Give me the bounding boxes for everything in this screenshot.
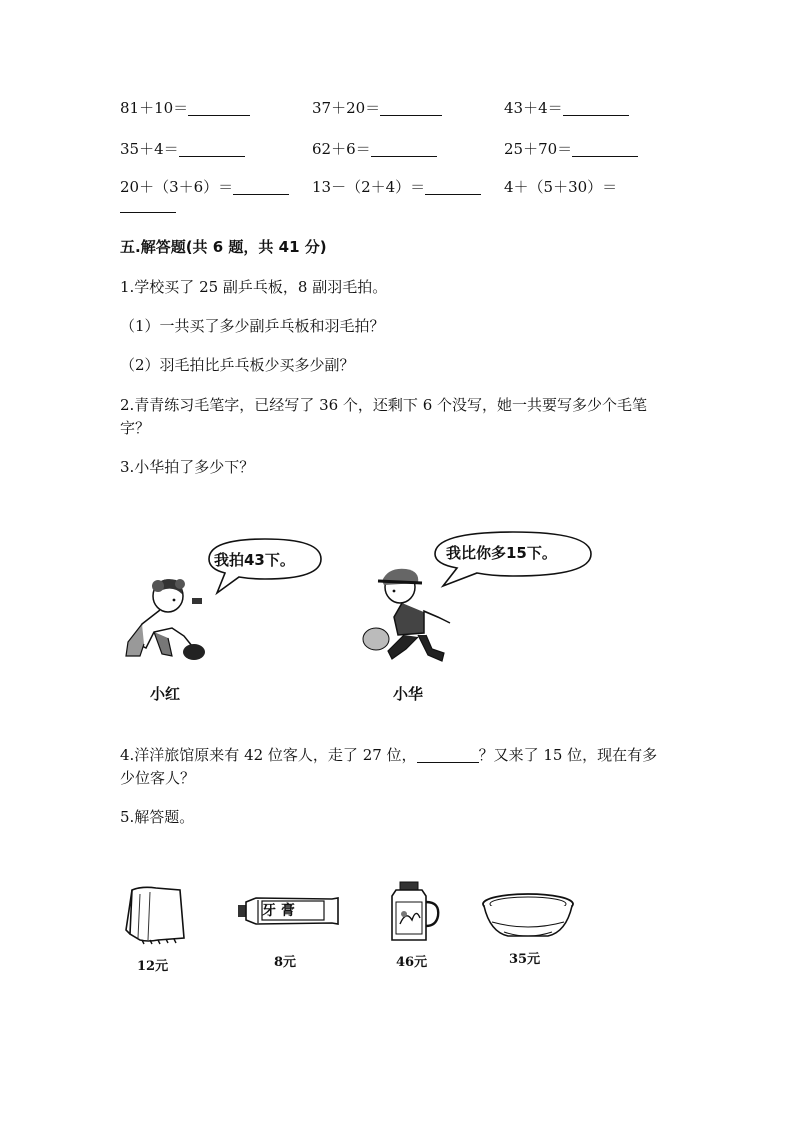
price-toothpaste: 8元 — [274, 955, 297, 970]
equation-row-2 — [120, 138, 720, 162]
question-1-sub-2: （2）羽毛拍比乒乓板少买多少副？ — [120, 356, 355, 374]
question-3: 3.小华拍了多少下？ — [120, 458, 255, 476]
toothpaste-label: 牙 膏 — [262, 903, 295, 919]
equation-row-1 — [120, 97, 720, 121]
name-xiaohong: 小红 — [150, 685, 181, 703]
bubble-left-text: 我拍43下。 — [214, 551, 295, 569]
question-1-sub-1: （1）一共买了多少副乒乓板和羽毛拍？ — [120, 317, 385, 335]
answer-blank[interactable] — [371, 156, 437, 157]
towel-icon — [122, 884, 192, 946]
question-5: 5.解答题。 — [120, 808, 195, 826]
equation-1-1: 81＋10＝ — [120, 97, 250, 118]
answer-blank[interactable] — [188, 115, 250, 116]
equation-1-3: 43＋4＝ — [504, 97, 629, 118]
wash-basin-icon — [480, 892, 576, 942]
equation-3-1: 20＋（3＋6）＝ — [120, 176, 289, 197]
question-4-line-1: 4.洋洋旅馆原来有 42 位客人，走了 27 位， ？又来了 15 位，现在有多 — [120, 746, 658, 764]
question-1: 1.学校买了 25 副乒乓板，8 副羽毛拍。 — [120, 278, 388, 296]
answer-blank[interactable] — [179, 156, 245, 157]
girl-bouncing-ball-icon — [118, 572, 218, 664]
question-4-blank[interactable] — [417, 762, 479, 763]
thermos-cup-icon — [386, 880, 444, 944]
question-2-line-2: 字？ — [120, 419, 151, 437]
section-title: 五.解答题(共 6 题，共 41 分) — [120, 238, 327, 256]
equation-2-3: 25＋70＝ — [504, 138, 638, 159]
answer-blank[interactable] — [380, 115, 442, 116]
bubble-right-text: 我比你多15下。 — [446, 544, 557, 562]
price-thermos: 46元 — [396, 955, 428, 970]
price-towel: 12元 — [137, 959, 169, 974]
equation-3-2: 13－（2＋4）＝ — [312, 176, 481, 197]
boy-bouncing-ball-icon — [358, 565, 458, 667]
equation-2-1: 35＋4＝ — [120, 138, 245, 159]
equation-1-2: 37＋20＝ — [312, 97, 442, 118]
answer-blank[interactable] — [425, 194, 481, 195]
equation-3-3: 4＋（5＋30）＝ — [504, 178, 618, 196]
price-basin: 35元 — [509, 952, 541, 967]
equation-row-3 — [120, 176, 720, 200]
answer-blank-wrapped[interactable] — [120, 196, 176, 213]
answer-blank[interactable] — [233, 194, 289, 195]
name-xiaohua: 小华 — [393, 685, 424, 703]
equation-2-2: 62＋6＝ — [312, 138, 437, 159]
question-4-line-2: 少位客人？ — [120, 769, 196, 787]
question-2-line-1: 2.青青练习毛笔字，已经写了 36 个，还剩下 6 个没写，她一共要写多少个毛笔 — [120, 396, 648, 414]
answer-blank[interactable] — [563, 115, 629, 116]
answer-blank[interactable] — [572, 156, 638, 157]
